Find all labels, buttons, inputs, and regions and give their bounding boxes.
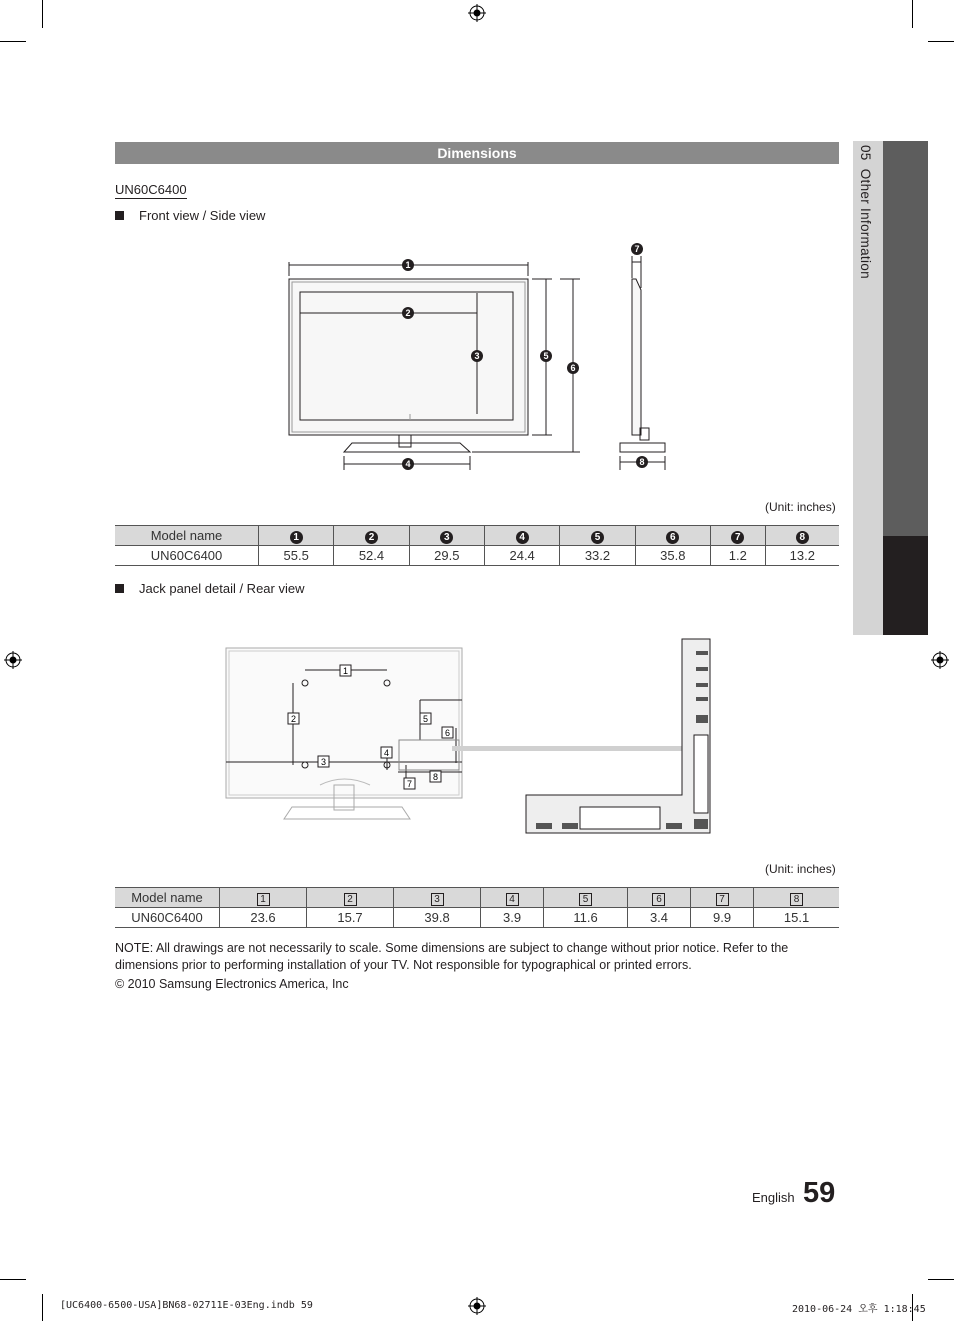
- table-header-cell: [691, 888, 754, 908]
- table-cell: 9.9: [691, 908, 754, 928]
- table-header-cell: [635, 526, 710, 546]
- section-title: Dimensions: [115, 142, 839, 164]
- crop-mark: [42, 1294, 43, 1321]
- table-header-cell: [307, 888, 394, 908]
- table-header-cell: [220, 888, 307, 908]
- table-cell: 24.4: [484, 546, 559, 566]
- table-header-cell: [394, 888, 481, 908]
- bullet-square-icon: [115, 584, 124, 593]
- table-header-cell: [481, 888, 544, 908]
- callout-5: 5: [591, 531, 604, 544]
- callout-5-label: 5: [543, 351, 549, 361]
- table-header-row: [115, 888, 839, 908]
- callout-7: 7: [731, 531, 744, 544]
- side-tab-active-block: [883, 536, 928, 635]
- table-cell: 55.5: [259, 546, 334, 566]
- callout-6-label: 6: [570, 363, 576, 373]
- callout-2: 2: [365, 531, 378, 544]
- note-block: [115, 940, 839, 993]
- unit-label: (Unit: inches): [765, 862, 836, 876]
- table-header-cell: [544, 888, 628, 908]
- front-view-label: Front view / Side view: [139, 208, 266, 223]
- rear-callout-4-label: 4: [383, 748, 390, 758]
- table-header-cell: [765, 526, 839, 546]
- callout-8-label: 8: [639, 457, 645, 467]
- table-header-cell: [334, 526, 409, 546]
- rear-callout-5: 5: [579, 893, 592, 906]
- jack-panel-heading: [115, 581, 304, 596]
- rear-callout-6-label: 6: [444, 728, 451, 738]
- callout-6: 6: [666, 531, 679, 544]
- callout-7-label: 7: [634, 244, 640, 254]
- table-header-cell: [710, 526, 765, 546]
- unit-label: (Unit: inches): [765, 500, 836, 514]
- rear-callout-5-label: 5: [422, 714, 429, 724]
- table-cell: 3.9: [481, 908, 544, 928]
- rear-dimensions-table: [115, 887, 839, 928]
- front-view-heading: [115, 208, 265, 223]
- table-row: [115, 908, 839, 928]
- table-cell: 23.6: [220, 908, 307, 928]
- side-tab-dark-block: [883, 141, 928, 536]
- callout-8: 8: [796, 531, 809, 544]
- table-header-model: Model name: [115, 888, 220, 908]
- callout-3-label: 3: [474, 351, 480, 361]
- table-header-cell: [409, 526, 484, 546]
- registration-mark-icon: [468, 1297, 486, 1315]
- callout-3: 3: [440, 531, 453, 544]
- rear-callout-8-label: 8: [432, 772, 439, 782]
- note-text: NOTE: All drawings are not necessarily to scale. Some dimensions are subject to change without prior notice. Refer to the dimensions prior to performing installation of your TV. Not responsible for typographical or printed errors.: [115, 941, 789, 972]
- front-dimensions-table: [115, 525, 839, 566]
- rear-callout-7: 7: [716, 893, 729, 906]
- callout-1: 1: [290, 531, 303, 544]
- slug-filename: [UC6400-6500-USA]BN68-02711E-03Eng.indb 59: [60, 1300, 313, 1311]
- slug-date: 2010-06-24 오후 1:18:45: [792, 1304, 926, 1315]
- rear-callout-6: 6: [652, 893, 665, 906]
- registration-mark-icon: [4, 651, 22, 669]
- callout-2-label: 2: [405, 308, 411, 318]
- table-header-model: Model name: [115, 526, 259, 546]
- table-cell: 15.1: [754, 908, 839, 928]
- table-header-cell: [627, 888, 690, 908]
- rear-callout-1-label: 1: [342, 666, 349, 676]
- footer-language: English: [752, 1190, 795, 1205]
- registration-mark-icon: [468, 4, 486, 22]
- rear-callout-2-label: 2: [290, 714, 297, 724]
- table-cell-model: UN60C6400: [115, 908, 220, 928]
- page-number: 59: [803, 1177, 836, 1209]
- table-cell: 3.4: [627, 908, 690, 928]
- crop-mark: [912, 0, 913, 28]
- jack-panel-label: Jack panel detail / Rear view: [139, 581, 305, 596]
- crop-mark: [42, 0, 43, 28]
- side-tab-number: 05: [858, 145, 873, 161]
- rear-callout-2: 2: [344, 893, 357, 906]
- table-cell: 15.7: [307, 908, 394, 928]
- rear-callout-3-label: 3: [320, 757, 327, 767]
- table-cell: 13.2: [765, 546, 839, 566]
- table-cell: 52.4: [334, 546, 409, 566]
- table-header-row: [115, 526, 839, 546]
- table-header-cell: [754, 888, 839, 908]
- rear-callout-4: 4: [506, 893, 519, 906]
- table-header-cell: [560, 526, 635, 546]
- table-cell-model: UN60C6400: [115, 546, 259, 566]
- rear-callout-8: 8: [790, 893, 803, 906]
- table-header-cell: [484, 526, 559, 546]
- registration-mark-icon: [931, 651, 949, 669]
- bullet-square-icon: [115, 211, 124, 220]
- table-header-cell: [259, 526, 334, 546]
- table-cell: 33.2: [560, 546, 635, 566]
- copyright-text: © 2010 Samsung Electronics America, Inc: [115, 977, 349, 991]
- table-cell: 39.8: [394, 908, 481, 928]
- rear-callout-7-label: 7: [406, 779, 413, 789]
- model-heading: UN60C6400: [115, 182, 187, 197]
- front-side-view-diagram: [280, 238, 690, 473]
- rear-view-diagram: [220, 635, 715, 835]
- table-row: [115, 546, 839, 566]
- rear-callout-3: 3: [431, 893, 444, 906]
- table-cell: 11.6: [544, 908, 628, 928]
- callout-1-label: 1: [405, 260, 411, 270]
- crop-mark: [928, 1279, 954, 1280]
- callout-4-label: 4: [405, 459, 411, 469]
- table-cell: 35.8: [635, 546, 710, 566]
- table-cell: 29.5: [409, 546, 484, 566]
- rear-callout-1: 1: [257, 893, 270, 906]
- crop-mark: [0, 1279, 26, 1280]
- callout-4: 4: [516, 531, 529, 544]
- crop-mark: [928, 41, 954, 42]
- side-tab-title: Other Information: [858, 168, 873, 279]
- side-tab-label: [858, 145, 873, 279]
- crop-mark: [0, 41, 26, 42]
- table-cell: 1.2: [710, 546, 765, 566]
